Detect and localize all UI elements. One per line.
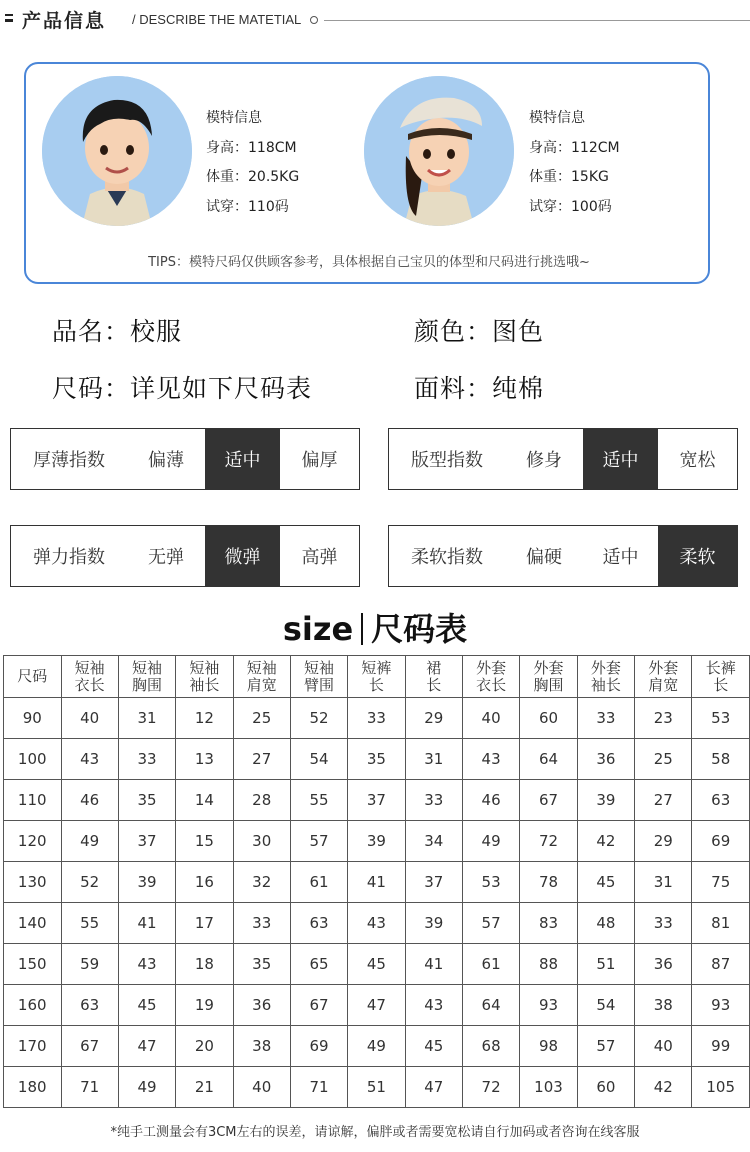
table-cell: 39 bbox=[118, 862, 175, 903]
product-size: 尺码：详见如下尺码表 bbox=[52, 374, 313, 403]
table-cell: 46 bbox=[462, 780, 519, 821]
table-cell: 72 bbox=[520, 821, 578, 862]
table-cell: 36 bbox=[635, 944, 692, 985]
table-cell: 61 bbox=[290, 862, 347, 903]
table-cell: 33 bbox=[635, 903, 692, 944]
table-cell: 63 bbox=[692, 780, 750, 821]
table-cell: 43 bbox=[118, 944, 175, 985]
table-cell: 87 bbox=[692, 944, 750, 985]
header-text: 长 bbox=[368, 675, 384, 694]
table-cell: 34 bbox=[405, 821, 462, 862]
product-fabric: 面料：纯棉 bbox=[414, 374, 545, 403]
table-cell: 69 bbox=[692, 821, 750, 862]
model-2-info bbox=[529, 104, 620, 222]
table-cell: 52 bbox=[290, 698, 347, 739]
table-cell: 35 bbox=[118, 780, 175, 821]
table-cell: 57 bbox=[577, 1026, 634, 1067]
size-table-header-row bbox=[4, 656, 750, 698]
header-mark bbox=[5, 19, 13, 22]
size-table bbox=[3, 655, 750, 1108]
size-table-header-cell bbox=[290, 656, 347, 698]
header-text: 长裤 bbox=[705, 658, 736, 677]
table-cell: 105 bbox=[692, 1067, 750, 1108]
header-text: 外套 bbox=[648, 658, 679, 677]
table-row bbox=[4, 944, 750, 985]
table-cell: 71 bbox=[61, 1067, 118, 1108]
table-cell: 43 bbox=[462, 739, 519, 780]
table-cell: 130 bbox=[4, 862, 62, 903]
table-cell: 36 bbox=[233, 985, 290, 1026]
size-table-header-cell bbox=[520, 656, 578, 698]
table-cell: 45 bbox=[405, 1026, 462, 1067]
table-cell: 57 bbox=[290, 821, 347, 862]
table-cell: 60 bbox=[577, 1067, 634, 1108]
header-text: 袖长 bbox=[590, 675, 621, 694]
table-cell: 17 bbox=[176, 903, 233, 944]
index-fit bbox=[388, 428, 738, 490]
header-text: 胸围 bbox=[132, 675, 163, 694]
size-table-header-cell bbox=[4, 656, 62, 698]
size-title-en: size bbox=[282, 610, 354, 648]
product-color: 颜色：图色 bbox=[414, 317, 545, 346]
table-row bbox=[4, 1026, 750, 1067]
size-table-title bbox=[0, 604, 750, 650]
table-cell: 64 bbox=[462, 985, 519, 1026]
table-cell: 18 bbox=[176, 944, 233, 985]
table-cell: 39 bbox=[348, 821, 405, 862]
header-text: 衣长 bbox=[74, 675, 105, 694]
table-cell: 63 bbox=[290, 903, 347, 944]
model-1-label: 模特信息 bbox=[206, 110, 262, 126]
table-cell: 98 bbox=[520, 1026, 578, 1067]
header-text: 裙 bbox=[426, 658, 442, 677]
size-table-header-cell bbox=[692, 656, 750, 698]
size-table-header-cell bbox=[577, 656, 634, 698]
model-1-height: 身高：118CM bbox=[206, 139, 297, 156]
model-1-info bbox=[206, 104, 299, 222]
header-text: 短袖 bbox=[132, 658, 163, 677]
table-cell: 41 bbox=[348, 862, 405, 903]
header-text: 短袖 bbox=[246, 658, 277, 677]
model-boy-photo bbox=[42, 76, 192, 226]
header-text: 袖长 bbox=[189, 675, 220, 694]
table-cell: 180 bbox=[4, 1067, 62, 1108]
header-text: 外套 bbox=[476, 658, 507, 677]
index-option: 偏薄 bbox=[148, 450, 184, 471]
table-cell: 41 bbox=[118, 903, 175, 944]
table-cell: 31 bbox=[118, 698, 175, 739]
product-name: 品名：校服 bbox=[52, 317, 183, 346]
model-2-size: 试穿：100码 bbox=[529, 198, 612, 215]
table-cell: 42 bbox=[577, 821, 634, 862]
table-cell: 15 bbox=[176, 821, 233, 862]
size-title-cn: 尺码表 bbox=[371, 610, 468, 648]
size-table-header-cell bbox=[405, 656, 462, 698]
table-cell: 38 bbox=[233, 1026, 290, 1067]
model-1-weight: 体重：20.5KG bbox=[206, 169, 300, 185]
table-cell: 48 bbox=[577, 903, 634, 944]
table-row bbox=[4, 1067, 750, 1108]
table-cell: 37 bbox=[348, 780, 405, 821]
model-info-box bbox=[24, 62, 710, 284]
index-option: 高弹 bbox=[301, 547, 338, 568]
table-cell: 47 bbox=[405, 1067, 462, 1108]
table-cell: 25 bbox=[233, 698, 290, 739]
table-cell: 75 bbox=[692, 862, 750, 903]
title-separator bbox=[361, 613, 363, 645]
table-cell: 35 bbox=[233, 944, 290, 985]
index-option-selected: 适中 bbox=[583, 429, 658, 489]
table-cell: 45 bbox=[118, 985, 175, 1026]
table-cell: 68 bbox=[462, 1026, 519, 1067]
index-option-selected: 柔软 bbox=[658, 526, 737, 586]
table-cell: 32 bbox=[233, 862, 290, 903]
table-cell: 72 bbox=[462, 1067, 519, 1108]
table-cell: 30 bbox=[233, 821, 290, 862]
table-cell: 63 bbox=[61, 985, 118, 1026]
table-row bbox=[4, 821, 750, 862]
size-table-header-cell bbox=[348, 656, 405, 698]
header-dot bbox=[310, 16, 318, 24]
model-2-height: 身高：112CM bbox=[529, 139, 620, 156]
table-cell: 83 bbox=[520, 903, 578, 944]
table-cell: 46 bbox=[61, 780, 118, 821]
table-cell: 45 bbox=[577, 862, 634, 903]
table-row bbox=[4, 985, 750, 1026]
table-cell: 31 bbox=[405, 739, 462, 780]
table-cell: 52 bbox=[61, 862, 118, 903]
tips-text: TIPS：模特尺码仅供顾客参考，具体根据自己宝贝的体型和尺码进行挑选哦~ bbox=[148, 255, 590, 270]
section-title: 产品信息 bbox=[22, 10, 107, 32]
table-cell: 31 bbox=[635, 862, 692, 903]
table-cell: 25 bbox=[635, 739, 692, 780]
table-cell: 27 bbox=[233, 739, 290, 780]
table-cell: 71 bbox=[290, 1067, 347, 1108]
header-text: 外套 bbox=[590, 658, 621, 677]
table-cell: 49 bbox=[462, 821, 519, 862]
header-text: 短袖 bbox=[189, 658, 220, 677]
table-cell: 49 bbox=[61, 821, 118, 862]
table-cell: 42 bbox=[635, 1067, 692, 1108]
header-text: 短袖 bbox=[74, 658, 105, 677]
table-cell: 47 bbox=[118, 1026, 175, 1067]
table-cell: 88 bbox=[520, 944, 578, 985]
table-cell: 69 bbox=[290, 1026, 347, 1067]
table-cell: 27 bbox=[635, 780, 692, 821]
index-option: 偏硬 bbox=[526, 547, 562, 568]
header-text: 肩宽 bbox=[246, 675, 277, 694]
boy-avatar-illustration bbox=[42, 76, 192, 226]
table-cell: 41 bbox=[405, 944, 462, 985]
header-text: 肩宽 bbox=[648, 675, 679, 694]
size-table-header-cell bbox=[635, 656, 692, 698]
table-row bbox=[4, 903, 750, 944]
table-cell: 13 bbox=[176, 739, 233, 780]
index-label: 弹力指数 bbox=[33, 547, 105, 568]
index-elasticity bbox=[10, 525, 360, 587]
table-cell: 99 bbox=[692, 1026, 750, 1067]
index-option: 偏厚 bbox=[301, 450, 338, 471]
table-cell: 61 bbox=[462, 944, 519, 985]
table-cell: 120 bbox=[4, 821, 62, 862]
footnote: *纯手工测量会有3CM左右的误差，请谅解，偏胖或者需要宽松请自行加码或者咨询在线客服 bbox=[110, 1125, 640, 1140]
header-text: 短裤 bbox=[361, 658, 392, 677]
model-girl-photo bbox=[364, 76, 514, 226]
table-cell: 40 bbox=[61, 698, 118, 739]
table-cell: 55 bbox=[290, 780, 347, 821]
table-cell: 93 bbox=[520, 985, 578, 1026]
index-option-selected: 适中 bbox=[205, 429, 280, 489]
table-cell: 45 bbox=[348, 944, 405, 985]
model-1-size: 试穿：110码 bbox=[206, 198, 289, 215]
index-option: 无弹 bbox=[148, 547, 184, 568]
size-table-header-cell bbox=[233, 656, 290, 698]
table-row bbox=[4, 780, 750, 821]
table-cell: 170 bbox=[4, 1026, 62, 1067]
table-cell: 20 bbox=[176, 1026, 233, 1067]
header-text: 长 bbox=[426, 675, 442, 694]
index-option: 宽松 bbox=[679, 450, 716, 471]
table-cell: 67 bbox=[61, 1026, 118, 1067]
index-option-selected: 微弹 bbox=[205, 526, 280, 586]
table-cell: 140 bbox=[4, 903, 62, 944]
table-cell: 55 bbox=[61, 903, 118, 944]
table-cell: 12 bbox=[176, 698, 233, 739]
table-cell: 51 bbox=[577, 944, 634, 985]
table-cell: 49 bbox=[118, 1067, 175, 1108]
girl-avatar-illustration bbox=[364, 76, 514, 226]
table-cell: 54 bbox=[577, 985, 634, 1026]
size-table-header-cell bbox=[118, 656, 175, 698]
table-cell: 103 bbox=[520, 1067, 578, 1108]
index-label: 柔软指数 bbox=[411, 547, 483, 568]
table-cell: 37 bbox=[405, 862, 462, 903]
index-option: 适中 bbox=[602, 547, 639, 568]
header-mark bbox=[5, 14, 13, 16]
size-table-header-cell bbox=[176, 656, 233, 698]
table-cell: 59 bbox=[61, 944, 118, 985]
table-row bbox=[4, 698, 750, 739]
table-cell: 60 bbox=[520, 698, 578, 739]
table-cell: 43 bbox=[405, 985, 462, 1026]
table-cell: 39 bbox=[405, 903, 462, 944]
header-text: 外套 bbox=[533, 658, 564, 677]
table-cell: 53 bbox=[692, 698, 750, 739]
header-text: 臂围 bbox=[304, 675, 335, 694]
table-cell: 40 bbox=[233, 1067, 290, 1108]
table-cell: 14 bbox=[176, 780, 233, 821]
table-row bbox=[4, 862, 750, 903]
section-header bbox=[0, 6, 750, 34]
table-cell: 23 bbox=[635, 698, 692, 739]
table-cell: 81 bbox=[692, 903, 750, 944]
table-cell: 47 bbox=[348, 985, 405, 1026]
table-cell: 40 bbox=[462, 698, 519, 739]
size-table-header-cell bbox=[462, 656, 519, 698]
table-cell: 110 bbox=[4, 780, 62, 821]
table-cell: 39 bbox=[577, 780, 634, 821]
table-cell: 65 bbox=[290, 944, 347, 985]
table-cell: 43 bbox=[348, 903, 405, 944]
table-cell: 57 bbox=[462, 903, 519, 944]
table-cell: 35 bbox=[348, 739, 405, 780]
table-cell: 54 bbox=[290, 739, 347, 780]
table-cell: 16 bbox=[176, 862, 233, 903]
header-text: 尺码 bbox=[17, 667, 48, 685]
table-cell: 64 bbox=[520, 739, 578, 780]
table-cell: 67 bbox=[520, 780, 578, 821]
table-cell: 29 bbox=[635, 821, 692, 862]
size-table-header-cell bbox=[61, 656, 118, 698]
table-row bbox=[4, 739, 750, 780]
header-text: 短袖 bbox=[304, 658, 335, 677]
table-cell: 90 bbox=[4, 698, 62, 739]
header-text: 胸围 bbox=[533, 675, 564, 694]
table-cell: 33 bbox=[348, 698, 405, 739]
table-cell: 33 bbox=[118, 739, 175, 780]
table-cell: 29 bbox=[405, 698, 462, 739]
header-text: 衣长 bbox=[476, 675, 507, 694]
table-cell: 53 bbox=[462, 862, 519, 903]
index-label: 版型指数 bbox=[411, 450, 483, 471]
table-cell: 33 bbox=[405, 780, 462, 821]
index-thickness bbox=[10, 428, 360, 490]
table-cell: 78 bbox=[520, 862, 578, 903]
table-cell: 28 bbox=[233, 780, 290, 821]
table-cell: 36 bbox=[577, 739, 634, 780]
table-cell: 37 bbox=[118, 821, 175, 862]
table-cell: 160 bbox=[4, 985, 62, 1026]
model-2-label: 模特信息 bbox=[529, 110, 585, 126]
table-cell: 21 bbox=[176, 1067, 233, 1108]
index-label: 厚薄指数 bbox=[33, 450, 105, 471]
table-cell: 49 bbox=[348, 1026, 405, 1067]
header-text: 长 bbox=[713, 675, 729, 694]
table-cell: 33 bbox=[233, 903, 290, 944]
table-cell: 150 bbox=[4, 944, 62, 985]
table-cell: 19 bbox=[176, 985, 233, 1026]
table-cell: 100 bbox=[4, 739, 62, 780]
table-cell: 58 bbox=[692, 739, 750, 780]
table-cell: 40 bbox=[635, 1026, 692, 1067]
section-subtitle: / DESCRIBE THE MATETIAL bbox=[132, 12, 302, 27]
table-cell: 38 bbox=[635, 985, 692, 1026]
model-2-weight: 体重：15KG bbox=[529, 169, 609, 185]
table-cell: 93 bbox=[692, 985, 750, 1026]
index-softness bbox=[388, 525, 738, 587]
header-divider bbox=[324, 20, 750, 21]
table-cell: 67 bbox=[290, 985, 347, 1026]
table-cell: 51 bbox=[348, 1067, 405, 1108]
table-cell: 43 bbox=[61, 739, 118, 780]
index-option: 修身 bbox=[526, 450, 562, 471]
table-cell: 33 bbox=[577, 698, 634, 739]
